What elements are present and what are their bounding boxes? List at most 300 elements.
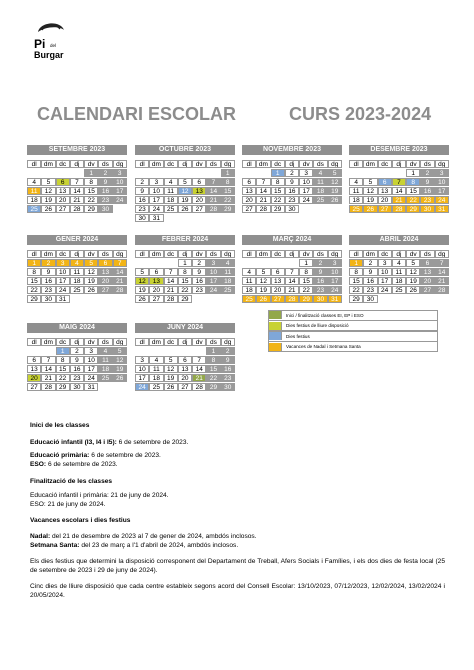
day-cell: 15 [221,187,235,195]
weekday-label: dv [84,160,98,168]
nadal-line [30,532,445,541]
day-cell: 16 [285,187,299,195]
day-cell: 26 [41,205,55,213]
day-cell: 9 [285,178,299,186]
weekday-label: dg [113,160,127,168]
day-cell: 10 [299,178,313,186]
day-cell: 28 [256,205,270,213]
page-title [37,104,432,125]
day-cell: 21 [113,277,127,285]
weekday-label: dl [27,338,41,346]
empty-cell [392,295,406,303]
day-cell: 31 [84,383,98,391]
week-row [27,205,127,213]
legend-swatch [269,332,282,340]
inici-title: Inici de les classes [30,422,90,429]
day-cell: 28 [392,205,406,213]
week-row [27,365,127,373]
day-cell: 25 [164,205,178,213]
day-cell: 28 [192,383,206,391]
day-cell: 5 [328,169,342,177]
day-cell: 13 [378,187,392,195]
week-row [27,268,127,276]
week-row [242,169,342,177]
day-cell: 30 [70,383,84,391]
day-cell: 16 [70,365,84,373]
day-cell: 7 [392,178,406,186]
weekday-label: dm [256,250,270,258]
day-cell: 26 [178,205,192,213]
week-row [349,295,449,303]
day-cell: 12 [328,178,342,186]
weekday-label: dl [135,250,149,258]
empty-cell [420,295,434,303]
weekday-header [27,250,127,258]
weekday-label: dl [27,250,41,258]
weekday-label: dm [149,250,163,258]
week-row [135,187,235,195]
weekday-label: dj [178,338,192,346]
day-cell: 10 [149,187,163,195]
weekday-label: dc [378,160,392,168]
empty-cell [164,169,178,177]
day-cell: 11 [392,268,406,276]
day-cell: 22 [178,286,192,294]
day-cell: 28 [113,286,127,294]
day-cell: 17 [113,187,127,195]
day-cell: 25 [349,205,363,213]
empty-cell [192,347,206,355]
week-row [349,178,449,186]
day-cell: 20 [178,374,192,382]
day-cell: 30 [135,214,149,222]
week-row [349,259,449,267]
day-cell: 26 [84,286,98,294]
day-cell: 22 [406,196,420,204]
day-cell: 11 [164,187,178,195]
day-cell: 6 [242,178,256,186]
day-cell: 1 [221,169,235,177]
eso-value: 6 de setembre de 2023. [46,461,118,468]
day-cell: 5 [406,259,420,267]
day-cell: 8 [221,178,235,186]
day-cell: 29 [299,295,313,303]
empty-cell [256,169,270,177]
weekday-label: ds [206,160,220,168]
day-cell: 24 [206,286,220,294]
day-cell: 7 [192,356,206,364]
day-cell: 19 [113,365,127,373]
day-cell: 6 [27,356,41,364]
day-cell: 21 [435,277,449,285]
day-cell: 1 [271,169,285,177]
month-calendar [242,145,342,213]
day-cell: 26 [363,205,377,213]
day-cell: 24 [56,286,70,294]
day-cell: 3 [328,259,342,267]
day-cell: 9 [363,268,377,276]
empty-cell [149,169,163,177]
empty-cell [378,295,392,303]
day-cell: 16 [221,365,235,373]
day-cell: 15 [406,187,420,195]
empty-cell [363,169,377,177]
weekday-header [349,250,449,258]
weekday-label: dc [271,160,285,168]
day-cell: 26 [256,295,270,303]
weekday-label: dg [435,160,449,168]
week-row [135,383,235,391]
day-cell: 23 [420,196,434,204]
empty-cell [164,214,178,222]
ep-line [30,451,445,460]
month-calendar [349,145,449,213]
legend-item [268,341,438,352]
day-cell: 7 [435,259,449,267]
day-cell: 21 [256,196,270,204]
month-calendar [27,323,127,391]
weekday-label: dl [349,160,363,168]
week-row [135,205,235,213]
day-cell: 16 [363,277,377,285]
day-cell: 11 [221,268,235,276]
day-cell: 11 [349,187,363,195]
day-cell: 28 [435,286,449,294]
empty-cell [221,214,235,222]
day-cell: 1 [178,259,192,267]
day-cell: 30 [285,205,299,213]
day-cell: 20 [378,196,392,204]
day-cell: 20 [56,196,70,204]
weekday-label: dc [164,250,178,258]
day-cell: 20 [242,196,256,204]
empty-cell [178,347,192,355]
day-cell: 8 [84,178,98,186]
empty-cell [242,259,256,267]
week-row [242,277,342,285]
day-cell: 13 [192,187,206,195]
day-cell: 9 [221,356,235,364]
day-cell: 14 [41,365,55,373]
empty-cell [349,169,363,177]
month-title: OCTUBRE 2023 [135,145,235,155]
week-row [349,277,449,285]
empty-cell [435,295,449,303]
week-row [27,286,127,294]
day-cell: 6 [98,259,112,267]
day-cell: 17 [328,277,342,285]
day-cell: 25 [313,196,327,204]
day-cell: 17 [149,196,163,204]
weekday-label: ds [313,250,327,258]
week-row [135,286,235,294]
empty-cell [98,383,112,391]
month-title: JUNY 2024 [135,323,235,333]
day-cell: 8 [206,356,220,364]
day-cell: 8 [299,268,313,276]
month-title: MAIG 2024 [27,323,127,333]
day-cell: 27 [98,286,112,294]
day-cell: 4 [221,259,235,267]
day-cell: 29 [406,205,420,213]
day-cell: 20 [192,196,206,204]
day-cell: 24 [84,374,98,382]
weekday-label: dc [164,160,178,168]
day-cell: 15 [84,187,98,195]
day-cell: 9 [192,268,206,276]
day-cell: 1 [27,259,41,267]
weekday-header [242,250,342,258]
empty-cell [56,169,70,177]
day-cell: 4 [392,259,406,267]
nadal-value: del 21 de desembre de 2023 al 7 de gener de 2024, ambdós inclosos. [50,533,257,540]
day-cell: 31 [149,214,163,222]
day-cell: 8 [406,178,420,186]
day-cell: 4 [149,356,163,364]
week-row [27,178,127,186]
day-cell: 24 [135,383,149,391]
day-cell: 29 [206,383,220,391]
day-cell: 29 [221,205,235,213]
day-cell: 6 [56,178,70,186]
day-cell: 12 [135,277,149,285]
week-row [27,169,127,177]
day-cell: 20 [420,277,434,285]
day-cell: 6 [178,356,192,364]
empty-cell [192,169,206,177]
day-cell: 22 [84,196,98,204]
weekday-label: dj [285,160,299,168]
empty-cell [84,295,98,303]
week-row [27,356,127,364]
day-cell: 6 [420,259,434,267]
day-cell: 11 [242,277,256,285]
day-cell: 4 [313,169,327,177]
day-cell: 21 [392,196,406,204]
day-cell: 9 [41,268,55,276]
weekday-label: dv [84,338,98,346]
month-title: MARÇ 2024 [242,235,342,245]
notes-section [30,421,445,600]
ei-line [30,438,445,447]
empty-cell [164,347,178,355]
day-cell: 19 [135,286,149,294]
day-cell: 29 [271,205,285,213]
weekday-label: dc [56,160,70,168]
day-cell: 7 [164,268,178,276]
day-cell: 18 [70,277,84,285]
day-cell: 13 [178,365,192,373]
day-cell: 17 [56,277,70,285]
empty-cell [285,259,299,267]
day-cell: 23 [70,374,84,382]
day-cell: 17 [378,277,392,285]
day-cell: 24 [328,286,342,294]
final-title: Finalització de les classes [30,478,113,485]
weekday-label: dj [70,338,84,346]
empty-cell [206,214,220,222]
empty-cell [221,295,235,303]
day-cell: 14 [113,268,127,276]
day-cell: 18 [242,286,256,294]
legend-label: Dies festius de lliure disposició [286,323,349,328]
week-row [27,259,127,267]
empty-cell [98,295,112,303]
weekday-label: dj [70,250,84,258]
legend-label: Dies festius [286,333,310,339]
day-cell: 2 [192,259,206,267]
day-cell: 19 [178,196,192,204]
day-cell: 5 [113,347,127,355]
day-cell: 17 [135,374,149,382]
day-cell: 9 [313,268,327,276]
day-cell: 9 [135,187,149,195]
weekday-label: ds [98,250,112,258]
day-cell: 12 [84,268,98,276]
day-cell: 23 [41,286,55,294]
legend [268,310,438,352]
day-cell: 23 [192,286,206,294]
day-cell: 26 [328,196,342,204]
weekday-label: ds [206,250,220,258]
day-cell: 24 [113,196,127,204]
day-cell: 22 [206,374,220,382]
day-cell: 28 [206,205,220,213]
day-cell: 29 [178,295,192,303]
empty-cell [378,169,392,177]
day-cell: 28 [70,205,84,213]
empty-cell [135,347,149,355]
day-cell: 5 [135,268,149,276]
day-cell: 28 [41,383,55,391]
day-cell: 5 [256,268,270,276]
month-title: DESEMBRE 2023 [349,145,449,155]
legend-swatch [269,322,282,330]
day-cell: 2 [41,259,55,267]
day-cell: 3 [149,178,163,186]
week-row [242,187,342,195]
day-cell: 7 [70,178,84,186]
day-cell: 3 [135,356,149,364]
day-cell: 4 [242,268,256,276]
title-calendar: CALENDARI ESCOLAR [37,104,237,124]
weekday-label: dl [27,160,41,168]
day-cell: 26 [406,286,420,294]
week-row [27,277,127,285]
legend-swatch [269,343,282,351]
svg-text:Burgar: Burgar [34,50,64,60]
day-cell: 27 [242,205,256,213]
day-cell: 17 [206,277,220,285]
month-title: GENER 2024 [27,235,127,245]
day-cell: 25 [221,286,235,294]
day-cell: 27 [378,205,392,213]
day-cell: 7 [256,178,270,186]
day-cell: 16 [420,187,434,195]
month-calendar [135,323,235,391]
weekday-label: dm [149,338,163,346]
day-cell: 23 [313,286,327,294]
day-cell: 19 [328,187,342,195]
day-cell: 17 [84,365,98,373]
day-cell: 6 [149,268,163,276]
week-row [349,196,449,204]
weekday-label: dm [363,250,377,258]
final-line-1: Educació infantil i primària: 21 de juny de 2024. [30,492,169,499]
day-cell: 18 [392,277,406,285]
day-cell: 8 [27,268,41,276]
empty-cell [135,169,149,177]
empty-cell [113,295,127,303]
day-cell: 8 [178,268,192,276]
weekday-label: dg [328,160,342,168]
day-cell: 21 [285,286,299,294]
day-cell: 27 [271,295,285,303]
ss-label: Setmana Santa: [30,542,80,549]
day-cell: 2 [285,169,299,177]
empty-cell [113,383,127,391]
day-cell: 6 [271,268,285,276]
day-cell: 22 [299,286,313,294]
day-cell: 1 [349,259,363,267]
day-cell: 16 [98,187,112,195]
legend-label: Vacances de Nadal i Setmana Santa [286,344,361,349]
month-title: ABRIL 2024 [349,235,449,245]
week-row [135,356,235,364]
day-cell: 21 [164,286,178,294]
day-cell: 3 [84,347,98,355]
empty-cell [192,295,206,303]
day-cell: 4 [349,178,363,186]
day-cell: 11 [313,178,327,186]
weekday-label: ds [420,250,434,258]
day-cell: 22 [271,196,285,204]
week-row [242,268,342,276]
day-cell: 12 [406,268,420,276]
day-cell: 5 [164,356,178,364]
day-cell: 2 [70,347,84,355]
weekday-label: dl [135,338,149,346]
day-cell: 11 [98,356,112,364]
day-cell: 13 [56,187,70,195]
weekday-label: dg [221,250,235,258]
day-cell: 27 [420,286,434,294]
day-cell: 15 [206,365,220,373]
day-cell: 16 [192,277,206,285]
day-cell: 18 [221,277,235,285]
day-cell: 10 [206,268,220,276]
day-cell: 28 [164,295,178,303]
ep-value: 6 de setembre de 2023. [89,452,161,459]
day-cell: 28 [285,295,299,303]
day-cell: 6 [192,178,206,186]
day-cell: 11 [149,365,163,373]
day-cell: 3 [206,259,220,267]
day-cell: 25 [242,295,256,303]
day-cell: 10 [435,178,449,186]
week-row [349,268,449,276]
final-line-2: ESO: 21 de juny de 2024. [30,501,106,508]
weekday-label: dv [299,160,313,168]
weekday-label: dc [378,250,392,258]
day-cell: 27 [178,383,192,391]
week-row [27,187,127,195]
weekday-label: dc [271,250,285,258]
ss-line [30,541,445,550]
weekday-label: dg [113,338,127,346]
day-cell: 15 [271,187,285,195]
weekday-label: dv [406,160,420,168]
